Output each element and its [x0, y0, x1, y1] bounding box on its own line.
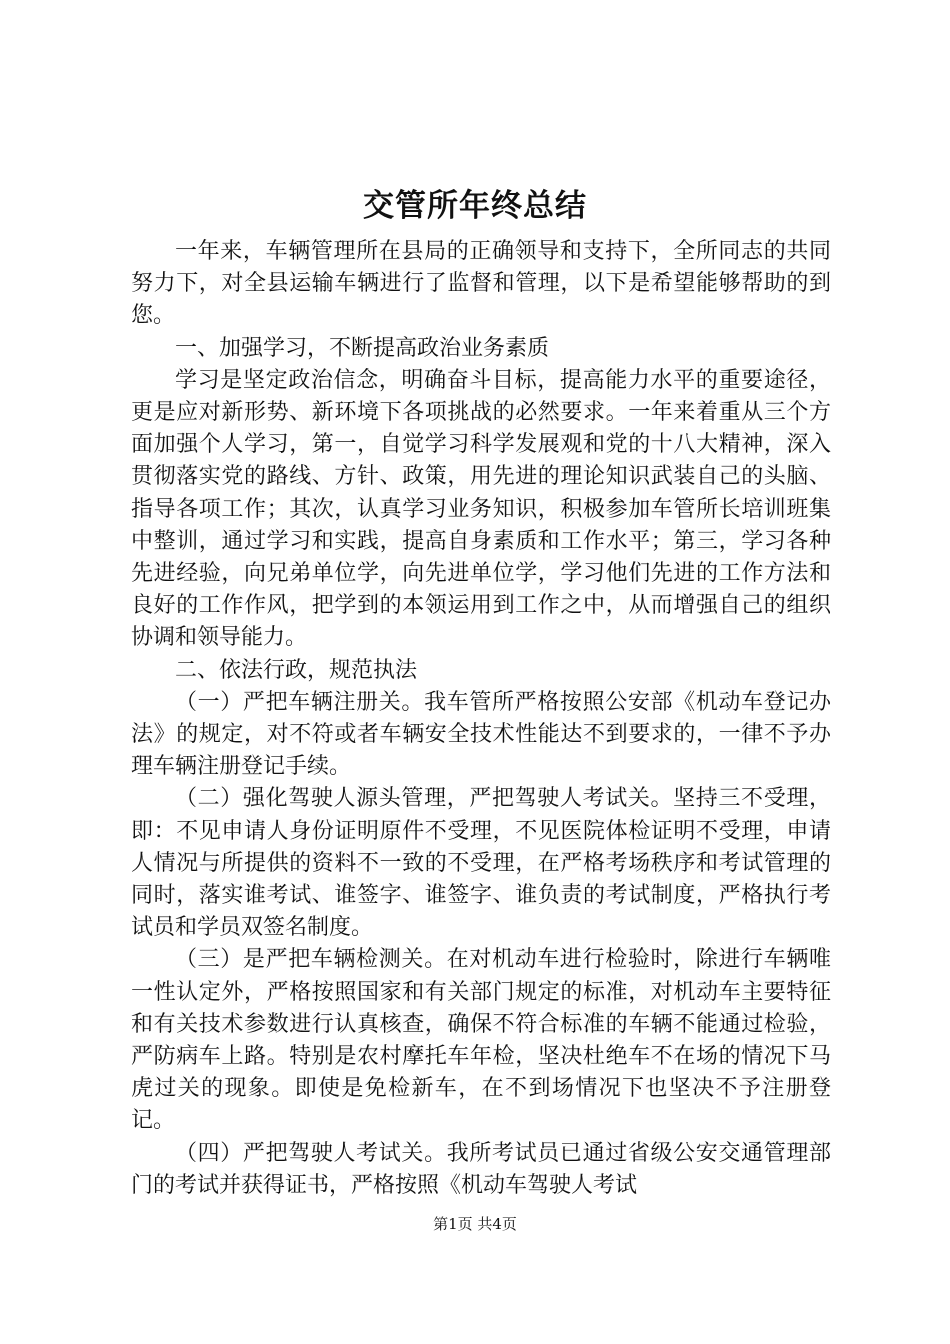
document-title: 交管所年终总结	[363, 188, 587, 224]
paragraph-item-1: （一）严把车辆注册关。我车管所严格按照公安部《机动车登记办法》的规定，对不符或者车辆安全技术性能达不到要求的，一律不予办理车辆注册登记手续。	[131, 689, 831, 780]
section-heading-1: 一、加强学习，不断提高政治业务素质	[175, 335, 550, 361]
page-number: 第1页 共4页	[433, 1215, 517, 1233]
document-body	[131, 236, 831, 1202]
paragraph-item-2: （二）强化驾驶人源头管理，严把驾驶人考试关。坚持三不受理，即：不见申请人身份证明原件不受理，不见医院体检证明不受理，申请人情况与所提供的资料不一致的不受理，在严格考场秩序和考试管理的同时，落实谁考试、谁签字、谁签字、谁负责的考试制度，严格执行考试员和学员双签名制度。	[131, 786, 831, 941]
paragraph-study: 学习是坚定政治信念，明确奋斗目标，提高能力水平的重要途径，更是应对新形势、新环境下各项挑战的必然要求。一年来着重从三个方面加强个人学习，第一，自觉学习科学发展观和党的十八大精神，深入贯彻落实党的路线、方针、政策，用先进的理论知识武装自己的头脑、指导各项工作；其次，认真学习业务知识，积极参加车管所长培训班集中整训，通过学习和实践，提高自身素质和工作水平；第三，学习各种先进经验，向兄弟单位学，向先进单位学，学习他们先进的工作方法和良好的工作作风，把学到的本领运用到工作之中，从而增强自己的组织协调和领导能力。	[131, 367, 831, 651]
paragraph-intro: 一年来，车辆管理所在县局的正确领导和支持下，全所同志的共同努力下，对全县运输车辆进行了监督和管理，以下是希望能够帮助的到您。	[131, 239, 831, 329]
paragraph-item-4: （四）严把驾驶人考试关。我所考试员已通过省级公安交通管理部门的考试并获得证书，严格按照《机动车驾驶人考试	[131, 1140, 831, 1198]
paragraph-item-3: （三）是严把车辆检测关。在对机动车进行检验时，除进行车辆唯一性认定外，严格按照国家和有关部门规定的标准，对机动车主要特征和有关技术参数进行认真核查，确保不符合标准的车辆不能通过检验，严防病车上路。特别是农村摩托车年检，坚决杜绝车不在场的情况下马虎过关的现象。即使是免检新车，在不到场情况下也坚决不予注册登记。	[131, 947, 831, 1134]
section-heading-2: 二、依法行政，规范执法	[175, 657, 418, 683]
